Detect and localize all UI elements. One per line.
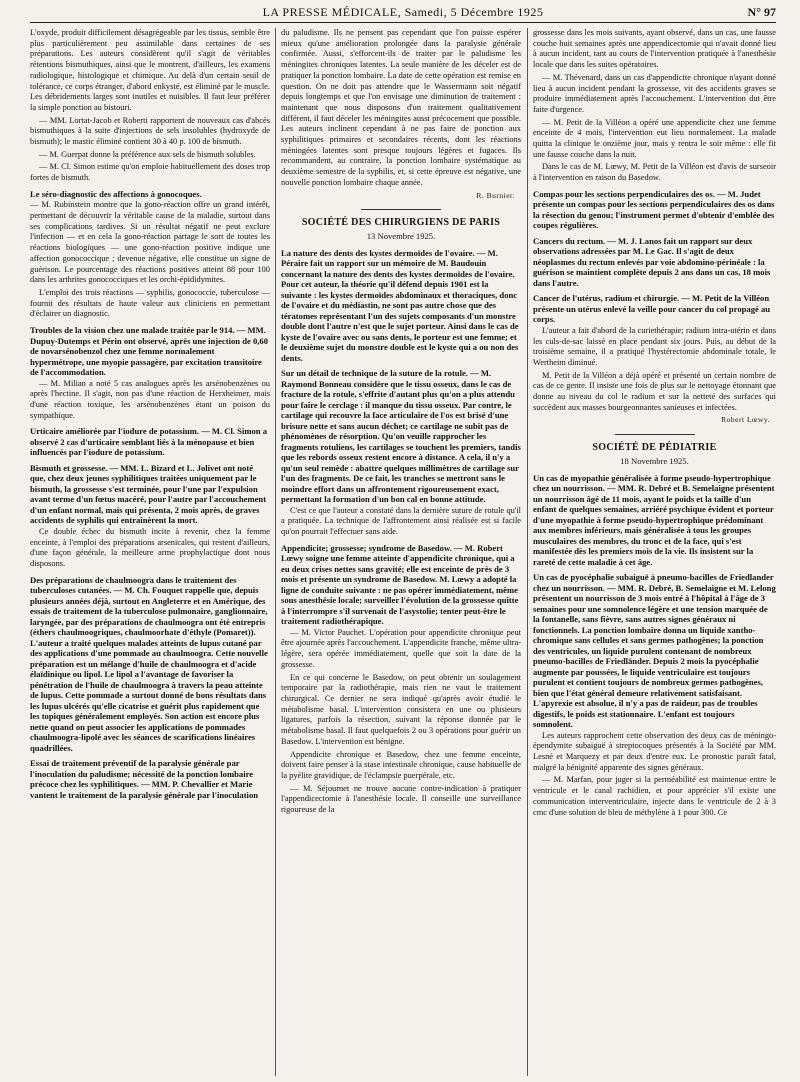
page-number: N° 97 (747, 5, 776, 19)
column-divider (527, 28, 528, 1076)
paragraph: — M. Cl. Simon estime qu'on emploie habituellement des doses trop fortes de bismuth. (30, 162, 270, 183)
paragraph: Dans le cas de M. Lœwy, M. Petit de la Villéon est d'avis de surseoir à l'intervention en raison du Basedow. (533, 162, 776, 183)
section-heading: Des préparations de chaulmoogra dans le traitement des tuberculoses cutanées. — M. Ch. Fouquet rappelle que, depuis plusieurs années déjà, surtout en Angleterre et en Amérique, des essais de traitement de la tuberculose pulmonaire, ganglionnaire, laryngée, par des préparations de chaulmoogra ont été entrepris (éthers chaulmoogriques, chaulmoorhate d'éthyle (Pomaret)). L'auteur a traité quelques malades atteints de lupus cutané par des applications d'une pommade au chaulmoogra. Cette nouvelle préparation est un mélange d'huile de chaulmoogra et d'acide élaïdinique ou lipol. Le lipol a l'avantage de favoriser la pénétration de l'huile de chaulmoogra à travers la peau atteinte de lupus. Cette pommade a surtout donné de bons résultats dans les lupus ulcérés qu'elle cicatrise et guérit plus rapidement que les topiques généralement employés. Son action est encore plus nette quand on peut associer les applications de pommades chaulmoogra-lipolé avec les séances de scarifications linéaires quadrillées. (30, 574, 268, 753)
paragraph: L'emploi des trois réactions — syphilis, gonococcie, tuberculose — fournit des résultats de haute valeur aux cliniciens en permettant d'éclairer un diagnostic. (30, 287, 270, 319)
society-title: SOCIÉTÉ DES CHIRURGIENS DE PARIS (301, 217, 501, 229)
section-heading: Appendicite; grossesse; syndrome de Basedow. — M. Robert Lœwy soigne une femme atteinte d'appendicite chronique, qui a eu deux crises nettes sans gravité; elle est enceinte de près de 3 mois et présente un syndrome de Basedow. M. Lœwy a adopté la ligne de conduite suivante : ne pas opérer immédiatement, même sous anesthésie locale; surveiller l'évolution de la grossesse quitte à l'interrompre s'il survenait de l'asystolie; tenter peut-être le traitement radiothérapique. (281, 542, 519, 627)
paragraph: grossesse dans les mois suivants, ayant observé, dans un cas, une fausse couche huit semaines après une appendicectomie qui n'avait donné lieu à aucun incident, tant au cours de l'intervention pratiquée à l'anesthésie locale que dans les suites opératoires. (533, 28, 776, 70)
society-title: SOCIÉTÉ DE PÉDIATRIE (592, 442, 717, 454)
paragraph: — MM. Lortat-Jacob et Roberti rapportent de nouveaux cas d'abcès bismuthiques à la suite d'injections de sels insolubles (hydroxyde de bismuth); le mastic éliminé contient 30 à 40 p. 100 de bismuth. (30, 115, 270, 147)
page-header (30, 2, 776, 23)
paragraph: — M. Marfan, pour juger si la perméabilité est maintenue entre le ventricule et le canal rachidien, et pour apprécier s'il existe une communication interventriculaire, injecte dans le ventricule de 2 à 3 cmc d'une solution de bleu de méthylène à 1 pour 300. Ce (533, 775, 776, 817)
column-divider (275, 28, 276, 1076)
paragraph: L'oxyde, produit difficilement désagrégeable par les tissus, semble être plus particulièrement peu assimilable dans certaines de ses préparations. Les auteurs considèrent qu'il s'agit de véritables rétentions bismuthiques, ainsi que le montrent, d'ailleurs, les examens radiologique, histologique et chimique. Au delà d'un certain seuil de tolérance, ce corps étranger, d'abord enkysté, est éliminé par le muscle. Les débridements larges sont inutiles et nuisibles. Il faut leur préférer la simple ponction au bistouri. (30, 28, 270, 112)
paragraph: M. Petit de la Villéon a déjà opéré et présenté un certain nombre de cas de ce genre. Il insiste une fois de plus sur le nettoyage étonnant que donne au niveau du col le radium et sur la netteté des surfaces qui succèdent aux masses bourgeonnantes sanieuses et infectées. (533, 370, 776, 412)
paragraph: Les auteurs rapprochent cette observation des deux cas de méningo-épendymite subaiguë à streptocoques présentés à la Société par MM. Lesné et Marquezy et par deux d'entre eux. Le pronostic paraît fatal, malgré la bénignité apparente des signes généraux. (533, 730, 776, 772)
section-heading: Un cas de pyocéphalie subaiguë à pneumo-bacilles de Friedlander chez un nourrisson. — MM. R. Debré, B. Semelaigne et M. Lelong présentent un nourrisson de 3 mois entré à l'hôpital à l'âge de 3 semaines pour une somnolence légère et une tension marquée de la fontanelle, sans fièvre, sans autres signes généraux ni fonctionnels. La ponction lombaire donna un liquide xantho-chromique sans cellules et sans germes pathogènes; la ponction des ventricules, un liquide purulent contenant de nombreux pneumo-bacilles de Friedländer. Depuis 2 mois la pyocéphalie augmente par poussées, le liquide ventriculaire est toujours purulent et contient toujours de nombreux germes pathogènes, bien que l'état général demeure relativement satisfaisant. L'apyrexie est absolue, il n'y a pas de raideur, pas de troubles digestifs, le poids est stationnaire. L'enfant est toujours somnolent. (533, 572, 776, 730)
paragraph: — M. Guerpat donne la préférence aux sels de bismuth solubles. (39, 149, 256, 159)
paragraph: En ce qui concerne le Basedow, on peut obtenir un soulagement temporaire par la radiothérapie, mais rien ne vaut le traitement chirurgical. Ce dernier ne sera indiqué qu'après avoir étudié le métabolisme basal. L'intervention consistera en une ou plusieurs ligatures, parfois la résection, suivant la réponse donnée par le métabolisme basal. Il faut quelquefois 2 ou 3 opérations pour guérir un Basedow. L'intervention est bénigne. (281, 672, 521, 746)
running-title: LA PRESSE MÉDICALE, Samedi, 5 Décembre 1925 (262, 5, 544, 19)
column-2 (281, 28, 521, 1078)
column-1 (30, 28, 270, 1078)
paragraph: — M. Milian a noté 5 cas analogues après les arsénobenzènes ou après l'hectine. Il s'agit, non pas d'une réaction de Herxheimer, mais d'une réaction toxique, les arsénobenzènes étant un poison du sympathique. (30, 378, 270, 420)
section-heading: Essai de traitement préventif de la paralysie générale par l'inoculation du paludisme; nécessité de la ponction lombaire précoce chez les syphilitiques. — MM. P. Chevallier et Marie vantent le traitement de la paralysie générale par l'inoculation (30, 758, 259, 800)
paragraph: — M. Victor Pauchet. L'opération pour appendicite chronique peut être ajournée après l'accouchement. L'appendicite franche, même ultra-légère, sera opérée immédiatement, quelle que soit la date de la grossesse. (281, 627, 521, 669)
section-heading: La nature des dents des kystes dermoïdes de l'ovaire. — M. Péraire fait un rapport sur un mémoire de M. Baudouin concernant la nature des dents des kystes dermoïdes de l'ovaire. Pour cet auteur, la théorie qu'il défend depuis 1901 est la suivante : les kystes dermoïdes abdominaux et thoraciques, donc de l'ovaire et du médiastin, ne sont pas autre chose que des tératomes représentant l'un des sujets composants d'un monstre double dont l'autre n'est que le sujet porteur. Ainsi dans le cas de kyste de l'ovaire avec ou sans dents, le porteur est une femme; et le deuxième sujet du monstre double est le kyste qui a ou non des dents. (281, 247, 519, 363)
paragraph: — M. Thévenard, dans un cas d'appendicite chronique n'ayant donné lieu à aucun incident pendant la grossesse, vit des accidents graves se produire immédiatement après l'accouchement. L'intervention dut être faite d'urgence. (533, 72, 776, 114)
session-date: 18 Novembre 1925. (620, 455, 689, 466)
paragraph: L'auteur a fait d'abord de la curiethérapie; radium intra-utérin et dans les culs-de-sac laissé en place pendant six jours. Puis, au début de la troisième semaine, il a pratiqué l'hystérectomie abdominale totale, le Wertheim diminué. (533, 325, 776, 367)
section-heading: Troubles de la vision chez une malade traitée par le 914. — MM. Dupuy-Dutemps et Périn ont observé, après une injection de 0,60 de novarsénobenzol chez une femme normalement hypermétrope, une myopie passagère, par excitation transitoire de l'accommodation. (30, 325, 268, 378)
author-signature: Robert Lœwy. (721, 415, 770, 425)
section-heading: Compas pour les sections perpendiculaires des os. — M. Judet présente un compas pour les sections perpendiculaires des os dans la résection du genou; l'instrument permet d'obtenir d'emblée des coupes régulières. (533, 188, 775, 231)
paragraph: — M. Rubinstein montre que la gono-réaction offre un grand intérêt, permettant de découvrir la véritable cause de la maladie, surtout dans ses complications tardives. Si un résultat négatif ne peut exclure l'infection — et en cela la gono-réaction partage le sort de toutes les réactions biologiques — une gono-réaction positive indique une affection gonococcique ; devenue négative, elle constitue un signe de guérison. Le pourcentage des réactions positives atteint 88 pour 100 dans les arthrites gonococciques et les orchi-épididymites. (30, 200, 270, 285)
section-heading: Cancer de l'utérus, radium et chirurgie. — M. Petit de la Villéon présente un utérus enlevé la veille pour cancer du col propagé au corps. (533, 293, 771, 325)
section-heading: Cancers du rectum. — M. J. Lanos fait un rapport sur deux observations adressées par M. Le Gac. Il s'agit de deux néoplasmes du rectum enlevés par voie abdomino-périnéale : la guérison se maintient complète depuis 2 ans dans un cas, 18 mois dans l'autre. (533, 235, 771, 288)
section-heading: Un cas de myopathie généralisée à forme pseudo-hypertrophique chez un nourrisson. — MM. R. Debré et B. Semelaigne présentent un nourrisson âgé de 11 mois, ayant le poids et la taille d'un enfant de quelques semaines, arriéré psychique évident et porteur d'une myopathie à forme pseudo-hypertrophique prédominant aux membres inférieurs, mais généralisée à tous les groupes musculaires des membres, du tronc et de la face, qui s'est manifestée dès les premiers mois de la vie. Ils insistent sur la rareté de cette maladie à cet âge. (533, 472, 775, 567)
section-heading: Le séro-diagnostic des affections à gonocoques. (30, 188, 202, 199)
section-heading: Bismuth et grossesse. — MM. L. Bizard et L. Jolivet ont noté que, chez deux jeunes syphilitiques traitées uniquement par le bismuth, la grossesse s'est terminée, pour l'une par l'expulsion avant terme d'un fœtus macéré, pour l'autre par l'accouchement d'un enfant normal, mais qui présenta, 2 mois après, de graves accidents de syphilis qui entraînèrent la mort. (30, 462, 267, 526)
paragraph: — M. Séjournet ne trouve aucune contre-indication à pratiquer l'appendicectomie à l'anesthésie locale. Il conseille une surveillance rigoureuse de la (281, 783, 521, 815)
paragraph: Appendicite chronique et Basedow, chez une femme enceinte, doivent faire penser à la stase intestinale chronique, cause habituelle de la pyélite gravidique, de l'éclampsie puerpérale, etc. (281, 749, 521, 780)
section-rule (615, 434, 695, 435)
session-date: 13 Novembre 1925. (366, 230, 436, 241)
author-signature: R. Burnier. (476, 190, 515, 200)
paragraph: C'est ce que l'auteur a constaté dans la dernière suture de rotule qu'il a pratiquée. La technique de l'affrontement ainsi réalisée est si facile qu'on pourrait l'effectuer sans aide. (281, 505, 521, 537)
paragraph: — M. Petit de la Villéon a opéré une appendicite chez une femme enceinte de 4 mois, l'intervention eut lieu normalement. La malade quitta la clinique le onzième jour, mais y rentra le soir même : elle fit une fausse couche dans la nuit. (533, 117, 776, 159)
section-rule (361, 209, 441, 210)
column-3 (533, 28, 776, 1078)
paragraph: Ce double échec du bismuth incite à revenir, chez la femme enceinte, à l'emploi des préparations arsenicales, qui restent d'ailleurs, d'une façon générale, la meilleure arme prophylactique dont nous disposons. (30, 526, 270, 568)
section-heading: Urticaire améliorée par l'iodure de potassium. — M. Cl. Simon a observé 2 cas d'urticaire semblant liés à la ménopause et bien influencés par l'iodure de potassium. (30, 426, 268, 458)
section-heading: Sur un détail de technique de la suture de la rotule. — M. Raymond Bonneau considère que le tissu osseux, dans le cas de fracture de la rotule, s'effrite d'autant plus qu'on a plus attendu pour faire le cerclage : il manque du tissu osseux. Par contre, le cartilage qui recouvre la face articulaire de l'os est brisé d'une brisure nette et sans aucun déchet; ce cartilage ne subit pas de phénomènes de résorption. Qu'on veuille rapprocher les fragments rotuliens, les cartilages se touchent les premiers, tandis que les rebords osseux restent encore à distance. A cela, il n'y a qu'un seul remède : abattre quelques millimètres de cartilage sur l'un des fragments. De ce fait, les tranches se mettront sans le moindre effort dans un affrontement rigoureusement exact, permettant la formation d'un bon cal en bonne attitude. (281, 368, 521, 505)
paragraph: du paludisme. Ils ne pensent pas cependant que l'on puisse espérer mieux qu'une amélioration prolongée dans la paralysie générale confirmée. Aussi, s'efforcent-ils de traiter par le paludisme les méningites chroniques latentes. La seule manière de les déceler est de pratiquer la ponction lombaire. La date de cette opération est remise en question. On ne doit pas attendre que le Wassermann soit négatif depuis longtemps et que l'on envisage une diminution de traitement : maintenant que nous disposons d'un traitement qualitativement différent, il faut déceler les méningites aussi précocement que possible. Les auteurs inclinent cependant à ne pas faire de ponction aux syphilitiques primaires et secondaires récents, dont les réactions méningées latentes sont presque toujours légères et fugaces. Ils recommandent, au contraire, la ponction lombaire systématique au deuxième semestre de la syphilis, et, si cette épreuve est négative, une nouvelle ponction lombaire chaque année. (281, 28, 521, 187)
